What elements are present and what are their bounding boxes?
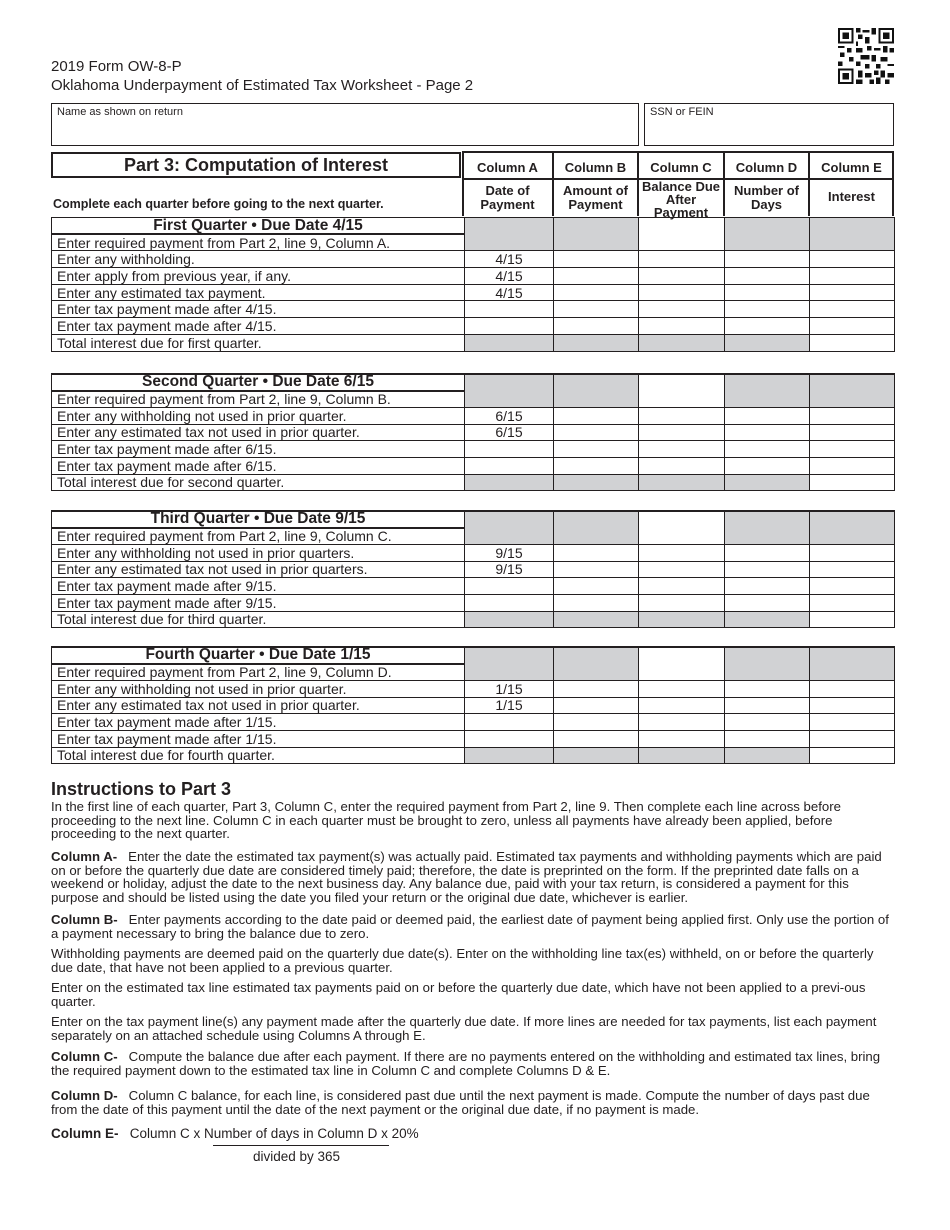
cell xyxy=(554,334,639,351)
cell[interactable] xyxy=(810,474,895,491)
cell[interactable] xyxy=(810,697,895,714)
cell[interactable] xyxy=(639,578,725,595)
date-of-payment-cell[interactable]: 6/15 xyxy=(465,424,554,441)
cell[interactable] xyxy=(554,578,639,595)
form-title: Oklahoma Underpayment of Estimated Tax Worksheet - Page 2 xyxy=(51,77,474,94)
row-label: Enter required payment from Part 2, line 9, Column A. xyxy=(52,234,465,251)
table-row xyxy=(52,424,895,441)
form-id: 2019 Form OW-8-P xyxy=(51,58,182,75)
table-row xyxy=(52,594,895,611)
cell xyxy=(639,334,725,351)
row-label: Enter any withholding not used in prior quarter. xyxy=(52,407,465,424)
cell[interactable] xyxy=(554,457,639,474)
cell[interactable] xyxy=(810,561,895,578)
cell[interactable] xyxy=(725,561,810,578)
cell xyxy=(639,611,725,628)
cell[interactable] xyxy=(639,268,725,285)
quarter-title: Fourth Quarter • Due Date 1/15 xyxy=(52,647,465,664)
date-of-payment-cell[interactable] xyxy=(465,441,554,458)
cell[interactable] xyxy=(810,730,895,747)
table-row xyxy=(52,441,895,458)
cell[interactable] xyxy=(725,457,810,474)
payment-instructions: Enter on the tax payment line(s) any payment made after the quarterly due date. If more lines are needed for tax payments, list each payment separately on an attached schedule using Columns A through E. xyxy=(51,1014,877,1043)
cell xyxy=(554,474,639,491)
cell[interactable] xyxy=(639,714,725,731)
cell xyxy=(465,747,554,764)
date-of-payment-cell[interactable]: 4/15 xyxy=(465,284,554,301)
cell[interactable] xyxy=(725,424,810,441)
date-of-payment-cell[interactable]: 4/15 xyxy=(465,268,554,285)
table-row xyxy=(52,284,895,301)
date-of-payment-cell[interactable]: 6/15 xyxy=(465,407,554,424)
table-row xyxy=(52,611,895,628)
estimated-instructions: Enter on the estimated tax line estimated tax payments paid on or before the quarterly due date, which have not been applied to a previ-ous quarter. xyxy=(51,980,866,1009)
cell xyxy=(810,511,895,544)
quarter-table-1 xyxy=(51,217,895,352)
cell[interactable] xyxy=(639,544,725,561)
date-of-payment-cell[interactable] xyxy=(465,714,554,731)
table-row xyxy=(52,318,895,335)
cell xyxy=(639,747,725,764)
table-row xyxy=(52,561,895,578)
cell[interactable] xyxy=(725,318,810,335)
cell[interactable] xyxy=(810,594,895,611)
cell[interactable] xyxy=(554,318,639,335)
table-row xyxy=(52,730,895,747)
quarter-title: First Quarter • Due Date 4/15 xyxy=(52,218,465,235)
cell[interactable] xyxy=(810,680,895,697)
cell[interactable] xyxy=(554,561,639,578)
cell[interactable] xyxy=(810,611,895,628)
fraction-line xyxy=(213,1145,389,1146)
cell[interactable] xyxy=(639,374,725,407)
cell xyxy=(639,474,725,491)
cell[interactable] xyxy=(725,714,810,731)
row-label: Enter tax payment made after 4/15. xyxy=(52,301,465,318)
table-row xyxy=(52,251,895,268)
table-row xyxy=(52,457,895,474)
cell[interactable] xyxy=(554,714,639,731)
row-label: Enter any estimated tax not used in prior quarter. xyxy=(52,697,465,714)
column-a-instructions: Column A- Enter the date the estimated tax payment(s) was actually paid. Estimated tax payments and withholding payments which are paid on or before the quarterly due date are considered timely paid; therefore, the date is preprinted on the form. If the preprinted date falls on a weekend or holiday, adjust the date to the next business day. Any balance due, paid with your tax return, is considered a payment for this purpose and should be listed using the date you filed your return or the original due date, whichever is earlier. xyxy=(51,849,882,905)
column-a-header: Column A Date of Payment xyxy=(462,152,553,216)
cell xyxy=(725,611,810,628)
cell xyxy=(810,374,895,407)
table-row xyxy=(52,714,895,731)
cell[interactable] xyxy=(810,284,895,301)
cell[interactable] xyxy=(554,441,639,458)
cell[interactable] xyxy=(554,268,639,285)
cell[interactable] xyxy=(639,407,725,424)
table-row xyxy=(52,544,895,561)
part3-subtitle: Complete each quarter before going to the next quarter. xyxy=(53,197,384,211)
table-row xyxy=(52,334,895,351)
cell[interactable] xyxy=(639,218,725,251)
cell[interactable] xyxy=(554,730,639,747)
cell xyxy=(810,647,895,680)
part3-title: Part 3: Computation of Interest xyxy=(51,152,461,178)
quarter-table-4 xyxy=(51,646,895,764)
row-label: Enter tax payment made after 6/15. xyxy=(52,441,465,458)
table-row xyxy=(52,578,895,595)
row-label: Enter any withholding not used in prior quarter. xyxy=(52,680,465,697)
cell[interactable] xyxy=(554,594,639,611)
cell[interactable] xyxy=(810,251,895,268)
row-label: Enter apply from previous year, if any. xyxy=(52,268,465,285)
cell xyxy=(465,647,554,680)
row-label: Total interest due for first quarter. xyxy=(52,334,465,351)
cell[interactable] xyxy=(639,318,725,335)
cell xyxy=(465,511,554,544)
date-of-payment-cell[interactable] xyxy=(465,318,554,335)
table-row xyxy=(52,301,895,318)
row-label: Enter required payment from Part 2, line 9, Column C. xyxy=(52,528,465,545)
cell xyxy=(465,611,554,628)
qr-code-icon xyxy=(838,28,894,84)
cell xyxy=(554,611,639,628)
cell xyxy=(554,647,639,680)
row-label: Enter any withholding not used in prior quarters. xyxy=(52,544,465,561)
cell xyxy=(725,747,810,764)
date-of-payment-cell[interactable]: 9/15 xyxy=(465,561,554,578)
cell[interactable] xyxy=(810,301,895,318)
row-label: Enter tax payment made after 1/15. xyxy=(52,730,465,747)
table-row xyxy=(52,474,895,491)
row-label: Enter any estimated tax not used in prior quarter. xyxy=(52,424,465,441)
cell[interactable] xyxy=(639,457,725,474)
cell[interactable] xyxy=(725,441,810,458)
cell[interactable] xyxy=(725,407,810,424)
cell[interactable] xyxy=(639,511,725,544)
table-row xyxy=(52,268,895,285)
row-label: Enter any estimated tax payment. xyxy=(52,284,465,301)
cell[interactable] xyxy=(725,251,810,268)
column-d-instructions: Column D- Column C balance, for each line, is considered past due until the next payment is made. Compute the number of days past due from the date of this payment until the date of the next payment or the original due date, if no payment is made. xyxy=(51,1088,870,1117)
quarter-table-2 xyxy=(51,373,895,491)
row-label: Enter tax payment made after 4/15. xyxy=(52,318,465,335)
cell[interactable] xyxy=(725,730,810,747)
cell[interactable] xyxy=(639,680,725,697)
date-of-payment-cell[interactable] xyxy=(465,301,554,318)
cell xyxy=(465,334,554,351)
cell[interactable] xyxy=(554,251,639,268)
row-label: Enter required payment from Part 2, line 9, Column D. xyxy=(52,664,465,681)
cell[interactable] xyxy=(639,697,725,714)
cell[interactable] xyxy=(554,301,639,318)
column-e-denominator: divided by 365 xyxy=(253,1149,341,1164)
date-of-payment-cell[interactable] xyxy=(465,594,554,611)
cell[interactable] xyxy=(810,714,895,731)
ssn-field[interactable] xyxy=(644,103,894,146)
withholding-instructions: Withholding payments are deemed paid on the quarterly due date(s). Enter on the withholding line tax(es) withheld, on or before the quarterly due date, that have not been applied to a previous quarter. xyxy=(51,946,874,975)
cell[interactable] xyxy=(725,594,810,611)
cell[interactable] xyxy=(810,268,895,285)
name-field-label: Name as shown on return xyxy=(57,106,183,118)
row-label: Enter tax payment made after 9/15. xyxy=(52,578,465,595)
ssn-field-label: SSN or FEIN xyxy=(650,106,714,118)
cell[interactable] xyxy=(554,424,639,441)
cell[interactable] xyxy=(810,441,895,458)
cell[interactable] xyxy=(725,284,810,301)
column-d-header: Column D Number of Days xyxy=(724,152,809,216)
cell[interactable] xyxy=(810,457,895,474)
cell xyxy=(554,374,639,407)
cell xyxy=(465,218,554,251)
date-of-payment-cell[interactable] xyxy=(465,578,554,595)
row-label: Enter any estimated tax not used in prior quarters. xyxy=(52,561,465,578)
cell xyxy=(725,647,810,680)
date-of-payment-cell[interactable]: 1/15 xyxy=(465,680,554,697)
cell[interactable] xyxy=(639,251,725,268)
quarter-table-3 xyxy=(51,510,895,628)
cell xyxy=(554,747,639,764)
cell xyxy=(725,511,810,544)
cell xyxy=(554,511,639,544)
table-row xyxy=(52,747,895,764)
table-row xyxy=(52,407,895,424)
quarter-title: Second Quarter • Due Date 6/15 xyxy=(52,374,465,391)
row-label: Enter tax payment made after 1/15. xyxy=(52,714,465,731)
cell xyxy=(465,474,554,491)
date-of-payment-cell[interactable] xyxy=(465,457,554,474)
cell xyxy=(554,218,639,251)
cell xyxy=(725,218,810,251)
cell xyxy=(725,334,810,351)
cell[interactable] xyxy=(810,747,895,764)
cell[interactable] xyxy=(810,318,895,335)
cell[interactable] xyxy=(810,424,895,441)
cell[interactable] xyxy=(639,561,725,578)
column-b-instructions: Column B- Enter payments according to the date paid or deemed paid, the earliest date of payment being applied first. Only use the portion of a payment necessary to bring the balance due to zero. xyxy=(51,912,889,941)
cell[interactable] xyxy=(639,424,725,441)
column-e-header: Column E Interest xyxy=(809,152,894,216)
cell[interactable] xyxy=(554,284,639,301)
cell[interactable] xyxy=(554,407,639,424)
cell xyxy=(725,474,810,491)
column-e-formula: Column E- Column C x Number of days in Column D x 20% xyxy=(51,1126,419,1141)
date-of-payment-cell[interactable]: 4/15 xyxy=(465,251,554,268)
row-label: Total interest due for fourth quarter. xyxy=(52,747,465,764)
cell[interactable] xyxy=(725,544,810,561)
column-c-header: Column C Balance Due After Payment xyxy=(638,152,724,216)
cell[interactable] xyxy=(810,334,895,351)
date-of-payment-cell[interactable]: 1/15 xyxy=(465,697,554,714)
table-row xyxy=(52,697,895,714)
instructions-intro: In the first line of each quarter, Part 3, Column C, enter the required payment from Part 2, line 9. Then complete each line across before proceeding to the next line. Column C in each quarter must be brought to zero, unless all payments have already been applied, before proceeding to the next quarter. xyxy=(51,799,841,842)
cell[interactable] xyxy=(554,697,639,714)
row-label: Total interest due for second quarter. xyxy=(52,474,465,491)
cell xyxy=(725,374,810,407)
cell[interactable] xyxy=(725,697,810,714)
cell xyxy=(810,218,895,251)
cell[interactable] xyxy=(639,301,725,318)
name-field[interactable] xyxy=(51,103,639,146)
row-label: Enter required payment from Part 2, line 9, Column B. xyxy=(52,391,465,408)
cell[interactable] xyxy=(639,647,725,680)
cell[interactable] xyxy=(725,578,810,595)
cell[interactable] xyxy=(639,730,725,747)
cell[interactable] xyxy=(639,441,725,458)
table-row xyxy=(52,680,895,697)
cell[interactable] xyxy=(725,680,810,697)
row-label: Enter any withholding. xyxy=(52,251,465,268)
instructions-title: Instructions to Part 3 xyxy=(51,779,232,799)
date-of-payment-cell[interactable] xyxy=(465,730,554,747)
date-of-payment-cell[interactable]: 9/15 xyxy=(465,544,554,561)
quarter-title: Third Quarter • Due Date 9/15 xyxy=(52,511,465,528)
cell[interactable] xyxy=(554,544,639,561)
cell[interactable] xyxy=(639,284,725,301)
cell[interactable] xyxy=(725,268,810,285)
cell[interactable] xyxy=(810,544,895,561)
column-b-header: Column B Amount of Payment xyxy=(553,152,638,216)
cell[interactable] xyxy=(554,680,639,697)
cell[interactable] xyxy=(810,407,895,424)
cell[interactable] xyxy=(810,578,895,595)
cell[interactable] xyxy=(639,594,725,611)
cell xyxy=(465,374,554,407)
row-label: Total interest due for third quarter. xyxy=(52,611,465,628)
row-label: Enter tax payment made after 6/15. xyxy=(52,457,465,474)
row-label: Enter tax payment made after 9/15. xyxy=(52,594,465,611)
column-c-instructions: Column C- Compute the balance due after each payment. If there are no payments entered on the withholding and estimated tax lines, bring the required payment down to the estimated tax line in Column C and complete Columns D & E. xyxy=(51,1049,881,1078)
cell[interactable] xyxy=(725,301,810,318)
